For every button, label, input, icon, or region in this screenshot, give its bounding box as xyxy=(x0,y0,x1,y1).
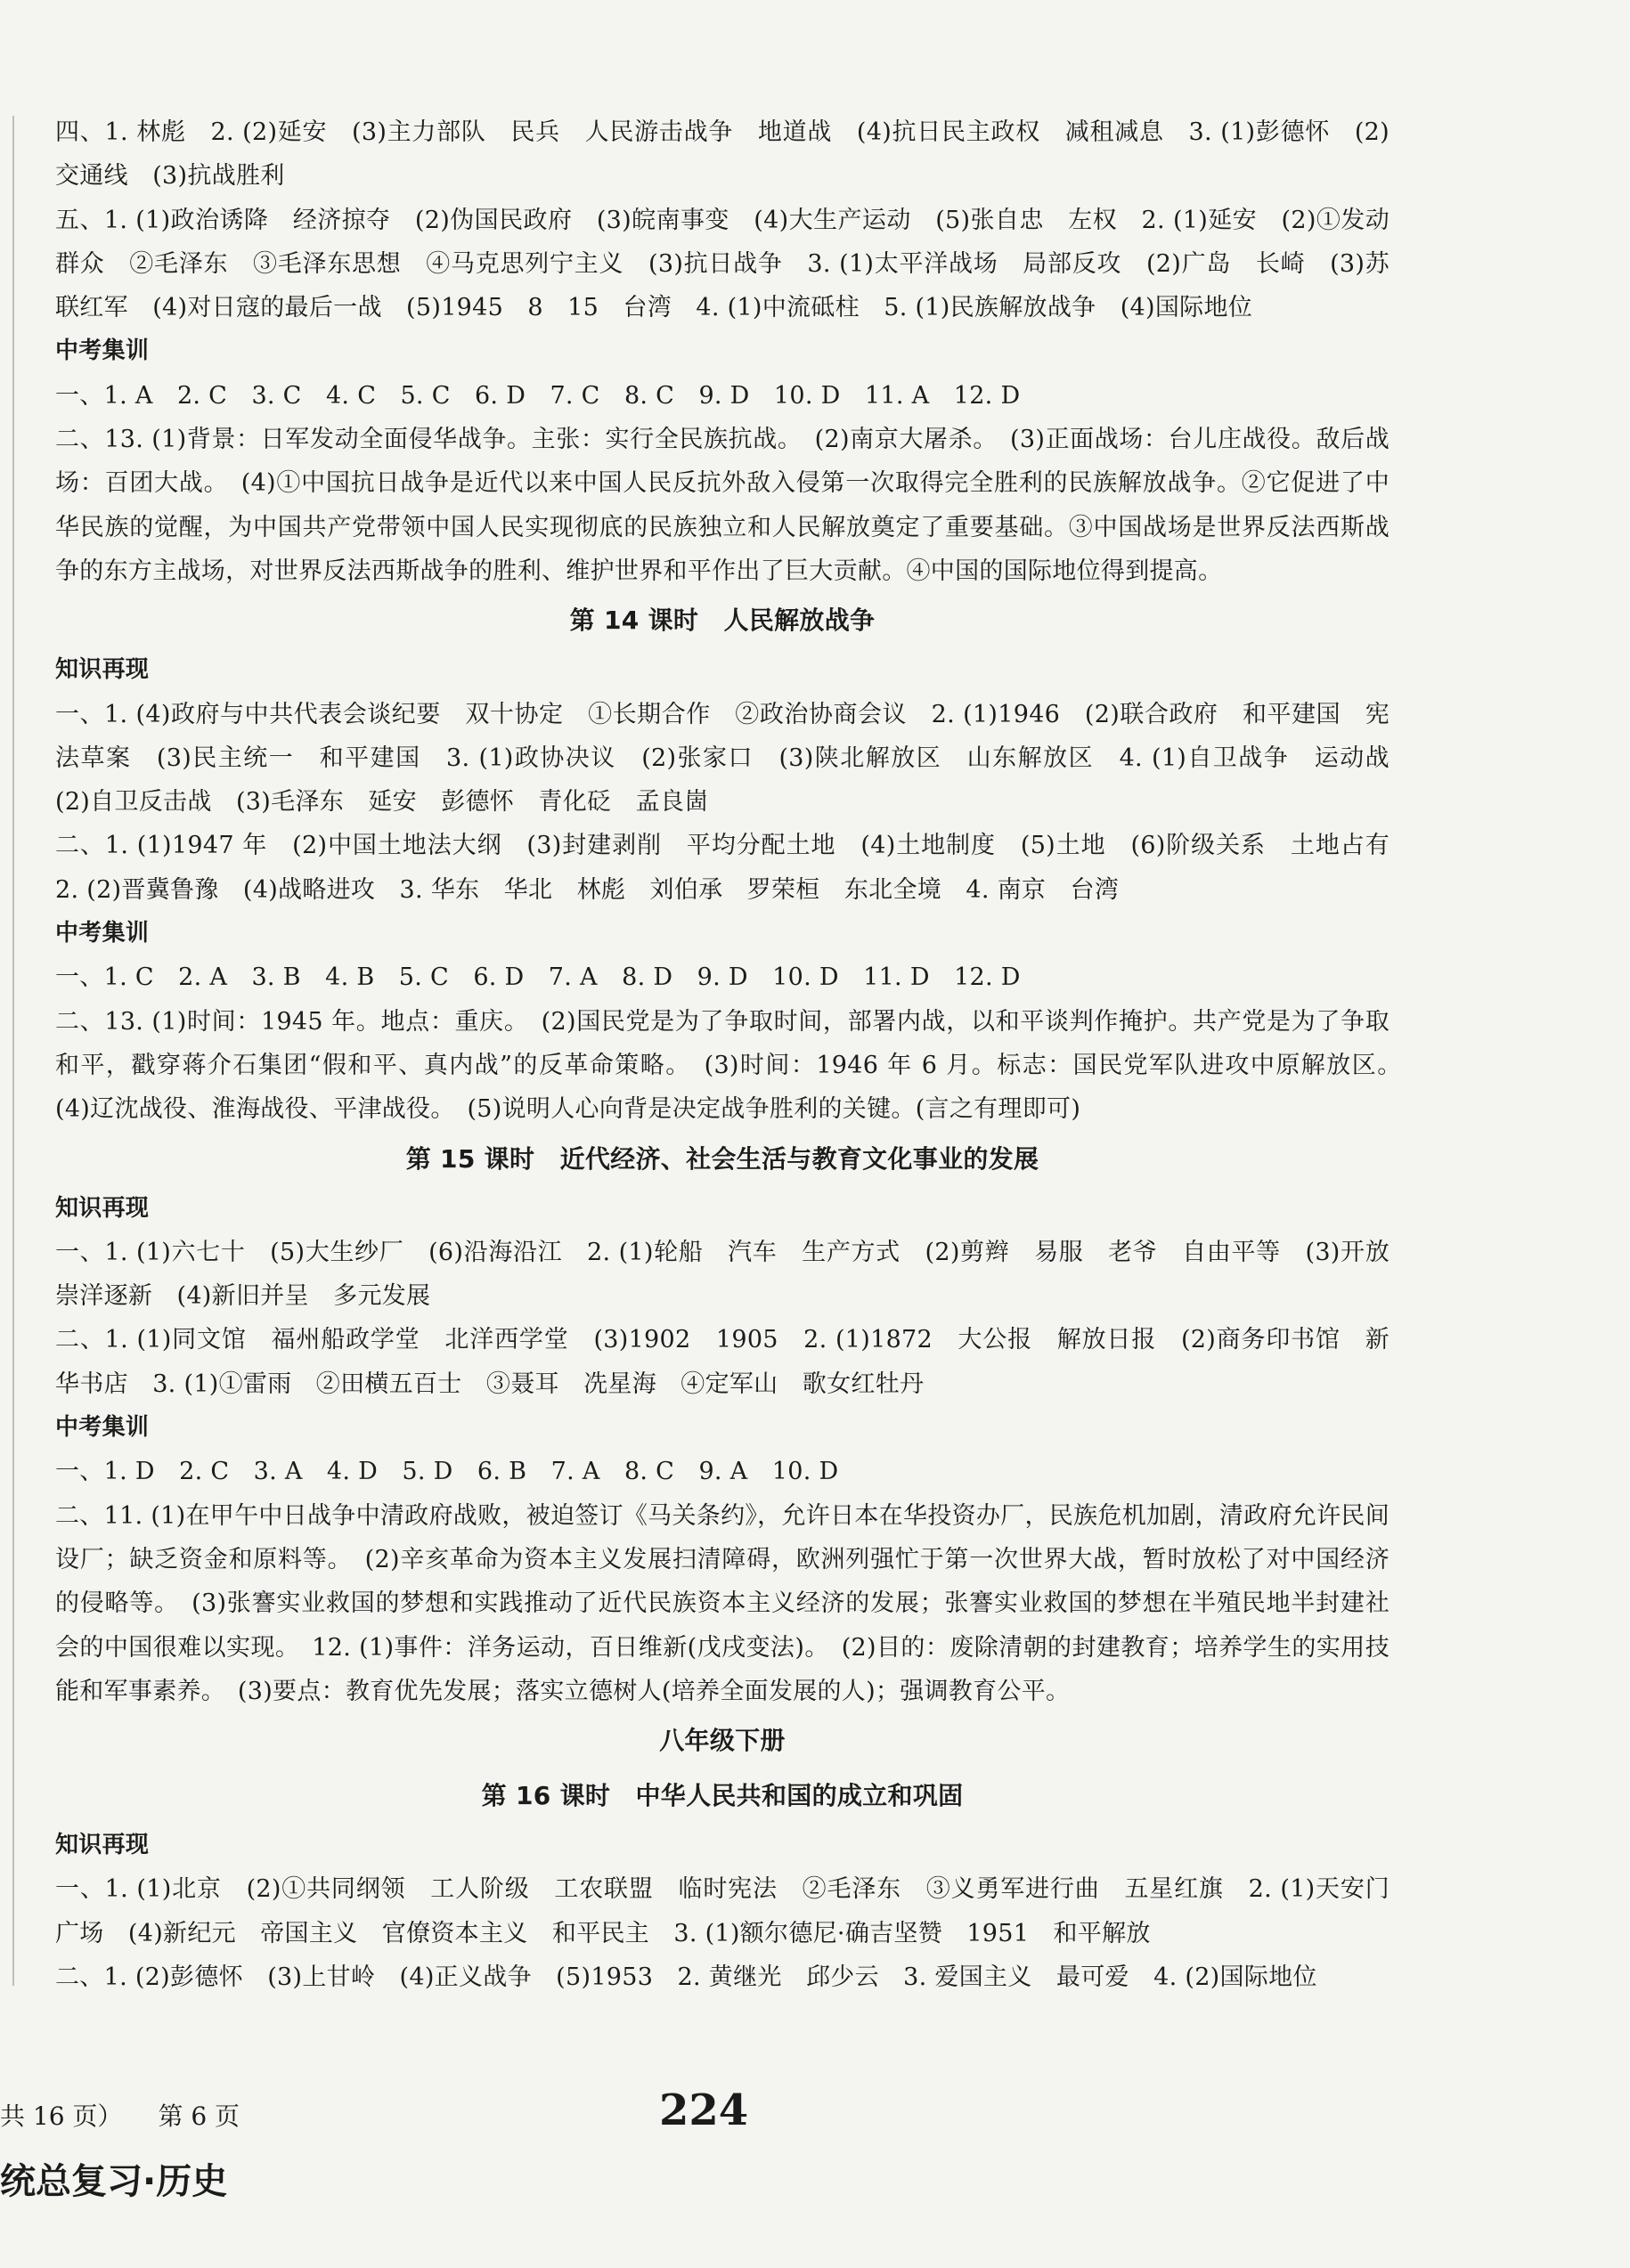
answer-content xyxy=(55,110,1414,1999)
footer-page-info xyxy=(0,2097,240,2133)
answer-paragraph: 一、1. (4)政府与中共代表会谈纪要 双十协定 ①长期合作 ②政治协商会议 2. (1)1946 (2)联合政府 和平建国 宪法草案 (3)民主统一 和平建国 3. (1)政协决议 (2)张家口 (3)陕北解放区 山东解放区 4. (1)自卫战争 运动战 (2)自卫反击战 (3)毛泽东 延安 彭德怀 青化砭 孟良崮 xyxy=(55,700,1414,817)
answer-paragraph: 二、11. (1)在甲午中日战争中清政府战败，被迫签订《马关条约》，允许日本在华投资办厂，民族危机加剧，清政府允许民间设厂；缺乏资金和原料等。 (2)辛亥革命为资本主义发展扫清障碍，欧洲列强忙于第一次世界大战，暂时放松了对中国经济的侵略等。 (3)张謇实业救国的梦想和实践推动了近代民族资本主义经济的发展；张謇实业救国的梦想在半殖民地半封建社会的中国很难以实现。 12. (1)事件：洋务运动，百日维新(戊戌变法)。 (2)目的：废除清朝的封建教育；培养学生的实用技能和军事素养。 (3)要点：教育优先发展；落实立德树人(培养全面发展的人)；强调教育公平。 xyxy=(55,1501,1390,1705)
section-title: 第 16 课时 中华人民共和国的成立和巩固 xyxy=(481,1781,964,1811)
book-title: 统总复习·历史 xyxy=(0,2161,228,2202)
subsection-heading: 中考集训 xyxy=(55,337,150,365)
subsection-heading: 知识再现 xyxy=(55,656,150,684)
section-title: 八年级下册 xyxy=(659,1726,786,1756)
binding-margin-line xyxy=(12,116,14,1986)
answer-paragraph: 二、1. (1)1947 年 (2)中国土地法大纲 (3)封建剥削 平均分配土地 (4)土地制度 (5)土地 (6)阶级关系 土地占有 2. (2)晋冀鲁豫 (4)战略进攻 3. 华东 华北 林彪 刘伯承 罗荣桓 东北全境 4. 南京 台湾 xyxy=(55,832,1414,904)
subsection-heading: 知识再现 xyxy=(55,1832,150,1859)
answer-paragraph: 二、1. (2)彭德怀 (3)上甘岭 (4)正义战争 (5)1953 2. 黄继光 邱少云 3. 爱国主义 最可爱 4. (2)国际地位 xyxy=(55,1963,1317,1991)
answer-paragraph: 一、1. A 2. C 3. C 4. C 5. C 6. D 7. C 8. C 9. D 10. D 11. A 12. D xyxy=(55,381,1021,410)
section-title: 第 15 课时 近代经济、社会生活与教育文化事业的发展 xyxy=(405,1143,1039,1174)
footer-page-label: 第 6 页 xyxy=(158,2101,240,2131)
answer-paragraph: 一、1. C 2. A 3. B 4. B 5. C 6. D 7. A 8. D 9. D 10. D 11. D 12. D xyxy=(55,963,1021,992)
answer-paragraph: 一、1. (1)北京 (2)①共同纲领 工人阶级 工农联盟 临时宪法 ②毛泽东 ③义勇军进行曲 五星红旗 2. (1)天安门广场 (4)新纪元 帝国主义 官僚资本主义 和平民主 3. (1)额尔德尼·确吉坚赞 1951 和平解放 xyxy=(55,1875,1390,1947)
subsection-heading: 中考集训 xyxy=(55,1414,150,1442)
answer-paragraph: 五、1. (1)政治诱降 经济掠夺 (2)伪国民政府 (3)皖南事变 (4)大生产运动 (5)张自忠 左权 2. (1)延安 (2)①发动群众 ②毛泽东 ③毛泽东思想 ④马克思列宁主义 (3)抗日战争 3. (1)太平洋战场 局部反攻 (2)广岛 长崎 (3)苏联红军 (4)对日寇的最后一战 (5)1945 8 15 台湾 4. (1)中流砥柱 5. (1)民族解放战争 (4)国际地位 xyxy=(55,206,1390,322)
answer-paragraph: 二、13. (1)背景：日军发动全面侵华战争。主张：实行全民族抗战。 (2)南京大屠杀。 (3)正面战场：台儿庄战役。敌后战场：百团大战。 (4)①中国抗日战争是近代以来中国人民反抗外敌入侵第一次取得完全胜利的民族解放战争。②它促进了中华民族的觉醒，为中国共产党带领中国人民实现彻底的民族独立和人民解放奠定了重要基础。③中国战场是世界反法西斯战争的东方主战场，对世界反法西斯战争的胜利、维护世界和平作出了巨大贡献。④中国的国际地位得到提高。 xyxy=(55,426,1390,585)
answer-paragraph: 二、13. (1)时间：1945 年。地点：重庆。 (2)国民党是为了争取时间，部署内战，以和平谈判作掩护。共产党是为了争取和平，戳穿蒋介石集团“假和平、真内战”的反革命策略。 (3)时间：1946 年 6 月。标志：国民党军队进攻中原解放区。 (4)辽沈战役、淮海战役、平津战役。 (5)说明人心向背是决定战争胜利的关键。(言之有理即可) xyxy=(55,1007,1414,1124)
subsection-heading: 知识再现 xyxy=(55,1194,150,1222)
answer-paragraph: 四、1. 林彪 2. (2)延安 (3)主力部队 民兵 人民游击战争 地道战 (4)抗日民主政权 减租减息 3. (1)彭德怀 (2)交通线 (3)抗战胜利 xyxy=(55,118,1390,191)
footer-total-pages: 共 16 页） xyxy=(0,2101,123,2131)
subsection-heading: 中考集训 xyxy=(55,920,150,947)
answer-paragraph: 一、1. D 2. C 3. A 4. D 5. D 6. B 7. A 8. C 9. A 10. D xyxy=(55,1458,839,1486)
answer-paragraph: 二、1. (1)同文馆 福州船政学堂 北洋西学堂 (3)1902 1905 2. (1)1872 大公报 解放日报 (2)商务印书馆 新华书店 3. (1)①雷雨 ②田横五百士 ③聂耳 冼星海 ④定军山 歌女红牡丹 xyxy=(55,1326,1390,1398)
answer-paragraph: 一、1. (1)六七十 (5)大生纱厂 (6)沿海沿江 2. (1)轮船 汽车 生产方式 (2)剪辫 易服 老爷 自由平等 (3)开放 崇洋逐新 (4)新旧并呈 多元发展 xyxy=(55,1238,1414,1311)
section-title: 第 14 课时 人民解放战争 xyxy=(569,606,876,636)
page-number: 224 xyxy=(659,2085,749,2135)
